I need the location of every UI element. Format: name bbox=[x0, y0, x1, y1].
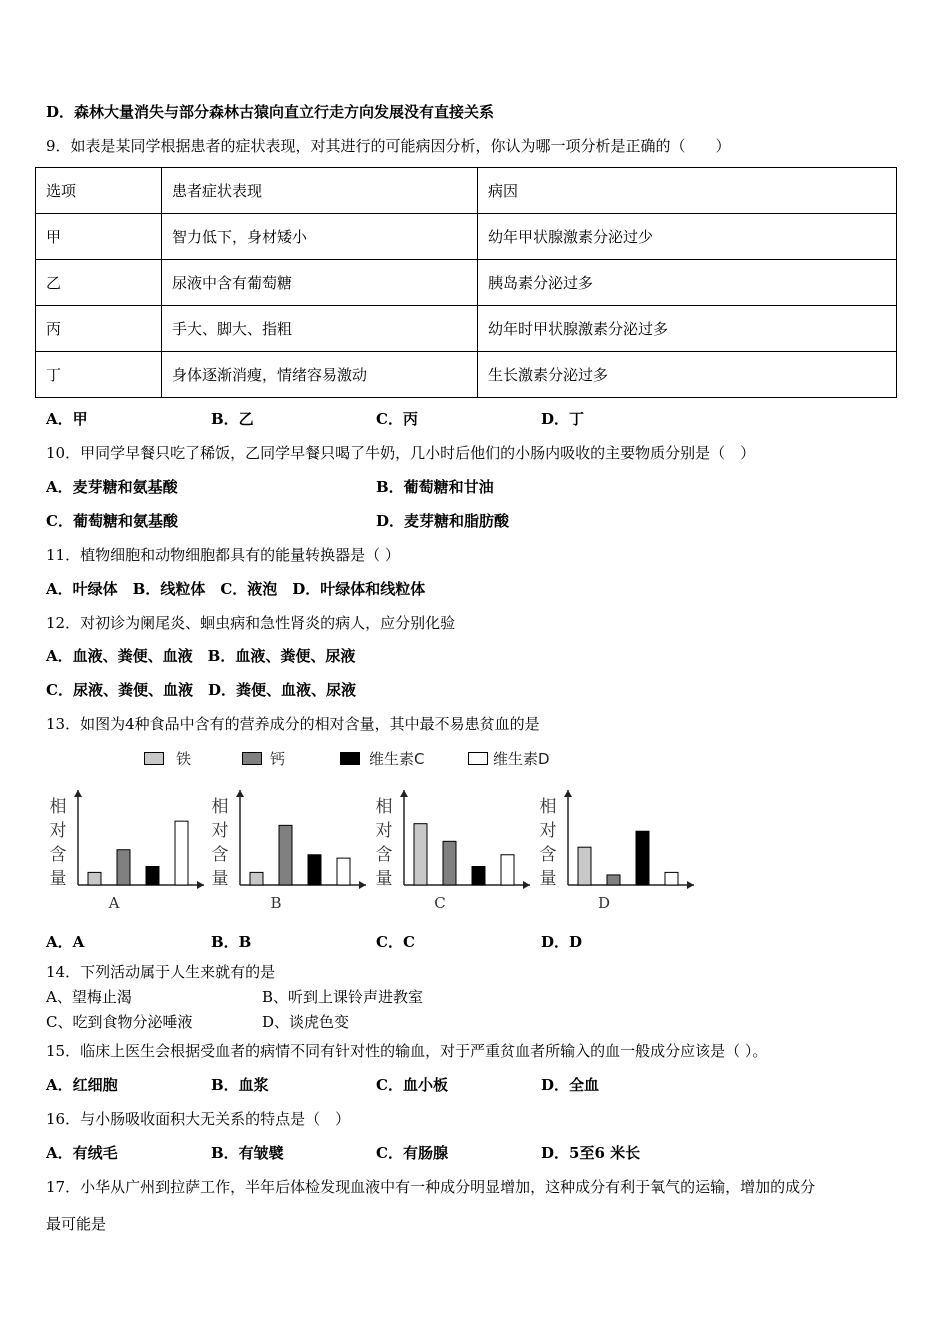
y-axis-label: 相 bbox=[375, 797, 393, 817]
legend-swatch-vitamin-d bbox=[468, 752, 488, 765]
q10-option-b: B．葡萄糖和甘油 bbox=[376, 478, 494, 496]
chart-bar bbox=[146, 867, 159, 885]
table-cell: 智力低下，身材矮小 bbox=[162, 214, 478, 260]
table-row bbox=[36, 260, 897, 306]
q11-options: A．叶绿体 B．线粒体 C．液泡 D．叶绿体和线粒体 bbox=[46, 580, 426, 598]
q9-option-c: C．丙 bbox=[376, 410, 418, 428]
table-header-cell: 选项 bbox=[36, 168, 162, 214]
table-cell: 幼年时甲状腺激素分泌过多 bbox=[478, 306, 897, 352]
y-axis-label: 量 bbox=[375, 869, 393, 889]
table-cell: 生长激素分泌过多 bbox=[478, 352, 897, 398]
chart-bar bbox=[88, 872, 101, 885]
chart-panel-label: B bbox=[270, 894, 282, 912]
table-row bbox=[36, 306, 897, 352]
chart-panel-label: A bbox=[108, 894, 120, 912]
chart-bar bbox=[308, 855, 321, 885]
q14-option-d: D、谈虎色变 bbox=[262, 1013, 350, 1031]
chart-bar bbox=[117, 850, 130, 885]
table-cell: 身体逐渐消瘦，情绪容易激动 bbox=[162, 352, 478, 398]
table-row bbox=[36, 214, 897, 260]
chart-bar bbox=[501, 855, 514, 885]
q13-bar-charts bbox=[0, 790, 950, 920]
q15-option-d: D．全血 bbox=[541, 1076, 600, 1094]
table-cell: 胰岛素分泌过多 bbox=[478, 260, 897, 306]
table-cell: 丙 bbox=[36, 306, 162, 352]
chart-bar bbox=[414, 824, 427, 885]
y-axis-arrow bbox=[564, 790, 572, 797]
y-axis-label: 相 bbox=[49, 797, 67, 817]
y-axis-label: 量 bbox=[49, 869, 67, 889]
y-axis-label: 含 bbox=[49, 845, 67, 865]
q14-option-b: B、听到上课铃声进教室 bbox=[262, 988, 424, 1006]
q13-option-b: B．B bbox=[211, 933, 252, 951]
q10-option-c: C．葡萄糖和氨基酸 bbox=[46, 512, 178, 530]
q9-table bbox=[35, 167, 897, 398]
q9-option-a: A．甲 bbox=[46, 410, 88, 428]
y-axis-label: 含 bbox=[375, 845, 393, 865]
q9-option-b: B．乙 bbox=[211, 410, 254, 428]
q15-stem: 15．临床上医生会根据受血者的病情不同有针对性的输血，对于严重贫血者所输入的血一般成分应该是（ ）。 bbox=[46, 1042, 768, 1060]
legend-swatch-vitamin-c bbox=[340, 752, 360, 765]
q13-option-a: A．A bbox=[46, 933, 85, 951]
table-cell: 幼年甲状腺激素分泌过少 bbox=[478, 214, 897, 260]
y-axis-label: 对 bbox=[539, 821, 557, 841]
table-row bbox=[36, 352, 897, 398]
legend-label-vitamin-c: 维生素C bbox=[369, 750, 425, 768]
legend-label-iron: 铁 bbox=[176, 750, 192, 768]
q13-option-c: C．C bbox=[376, 933, 415, 951]
y-axis-arrow bbox=[74, 790, 82, 797]
chart-panel-label: C bbox=[434, 894, 446, 912]
q9-option-d: D．丁 bbox=[541, 410, 585, 428]
table-cell: 尿液中含有葡萄糖 bbox=[162, 260, 478, 306]
chart-bar bbox=[607, 875, 620, 885]
y-axis-arrow bbox=[236, 790, 244, 797]
q8-option-d: D．森林大量消失与部分森林古猿向直立行走方向发展没有直接关系 bbox=[46, 103, 495, 121]
chart-bar bbox=[472, 867, 485, 885]
q13-option-d: D．D bbox=[541, 933, 583, 951]
table-cell: 乙 bbox=[36, 260, 162, 306]
x-axis-arrow bbox=[359, 881, 366, 889]
y-axis-label: 含 bbox=[211, 845, 229, 865]
q14-option-a: A、望梅止渴 bbox=[46, 988, 132, 1006]
q16-option-a: A．有绒毛 bbox=[46, 1144, 118, 1162]
q10-option-a: A．麦芽糖和氨基酸 bbox=[46, 478, 178, 496]
q17-stem-line2: 最可能是 bbox=[46, 1215, 107, 1233]
table-cell: 甲 bbox=[36, 214, 162, 260]
legend-swatch-iron bbox=[144, 752, 164, 765]
y-axis-label: 量 bbox=[539, 869, 557, 889]
chart-bar bbox=[636, 831, 649, 885]
q15-option-b: B．血浆 bbox=[211, 1076, 269, 1094]
table-cell: 手大、脚大、指粗 bbox=[162, 306, 478, 352]
legend-swatch-calcium bbox=[242, 752, 262, 765]
q14-option-c: C、吃到食物分泌唾液 bbox=[46, 1013, 193, 1031]
q10-stem: 10．甲同学早餐只吃了稀饭，乙同学早餐只喝了牛奶，几小时后他们的小肠内吸收的主要物质分别是（ ） bbox=[46, 444, 756, 462]
legend-label-vitamin-d: 维生素D bbox=[493, 750, 550, 768]
q15-option-a: A．红细胞 bbox=[46, 1076, 118, 1094]
q15-option-c: C．血小板 bbox=[376, 1076, 448, 1094]
chart-bar bbox=[175, 821, 188, 885]
y-axis-label: 量 bbox=[211, 869, 229, 889]
table-cell: 丁 bbox=[36, 352, 162, 398]
q14-stem: 14．下列活动属于人生来就有的是 bbox=[46, 963, 276, 981]
y-axis-arrow bbox=[400, 790, 408, 797]
y-axis-label: 对 bbox=[49, 821, 67, 841]
y-axis-label: 对 bbox=[375, 821, 393, 841]
q16-option-d: D．5至6 米长 bbox=[541, 1144, 641, 1162]
q16-option-c: C．有肠腺 bbox=[376, 1144, 448, 1162]
y-axis-label: 相 bbox=[539, 797, 557, 817]
y-axis-label: 相 bbox=[211, 797, 229, 817]
q17-stem-line1: 17．小华从广州到拉萨工作，半年后体检发现血液中有一种成分明显增加，这种成分有利于氧气的运输，增加的成分 bbox=[46, 1178, 816, 1196]
q13-stem: 13．如图为4种食品中含有的营养成分的相对含量，其中最不易患贫血的是 bbox=[46, 715, 540, 733]
q12-stem: 12．对初诊为阑尾炎、蛔虫病和急性肾炎的病人，应分别化验 bbox=[46, 614, 456, 632]
chart-bar bbox=[337, 858, 350, 885]
chart-panel-label: D bbox=[597, 894, 611, 912]
q9-stem: 9．如表是某同学根据患者的症状表现，对其进行的可能病因分析，你认为哪一项分析是正确的（ ） bbox=[46, 137, 731, 155]
q16-stem: 16．与小肠吸收面积大无关系的特点是（ ） bbox=[46, 1110, 351, 1128]
y-axis-label: 含 bbox=[539, 845, 557, 865]
chart-bar bbox=[578, 847, 591, 885]
q12-options-line2: C．尿液、粪便、血液 D．粪便、血液、尿液 bbox=[46, 681, 356, 699]
y-axis-label: 对 bbox=[211, 821, 229, 841]
table-header-row bbox=[36, 168, 897, 214]
legend-label-calcium: 钙 bbox=[270, 750, 286, 768]
x-axis-arrow bbox=[523, 881, 530, 889]
x-axis-arrow bbox=[197, 881, 204, 889]
q11-stem: 11．植物细胞和动物细胞都具有的能量转换器是（ ） bbox=[46, 546, 400, 564]
q16-option-b: B．有皱襞 bbox=[211, 1144, 284, 1162]
x-axis-arrow bbox=[687, 881, 694, 889]
chart-bar bbox=[279, 825, 292, 885]
q12-options-line1: A．血液、粪便、血液 B．血液、粪便、尿液 bbox=[46, 647, 356, 665]
table-header-cell: 病因 bbox=[478, 168, 897, 214]
chart-bar bbox=[250, 872, 263, 885]
table-header-cell: 患者症状表现 bbox=[162, 168, 478, 214]
chart-bar bbox=[443, 841, 456, 885]
chart-bar bbox=[665, 872, 678, 885]
q10-option-d: D．麦芽糖和脂肪酸 bbox=[376, 512, 510, 530]
